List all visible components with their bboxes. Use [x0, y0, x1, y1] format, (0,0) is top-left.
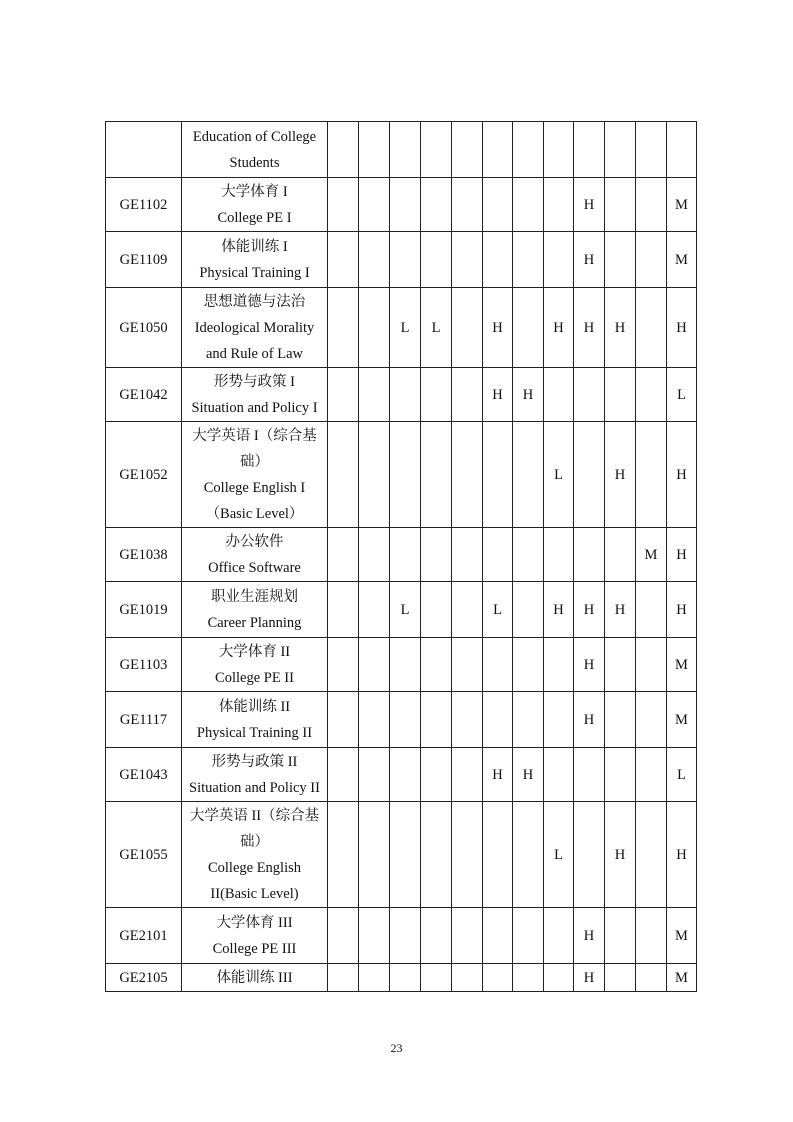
requirement-mark — [574, 422, 605, 528]
requirement-mark — [390, 368, 421, 422]
requirement-mark — [421, 802, 452, 908]
requirement-mark — [359, 582, 390, 638]
requirement-mark — [483, 638, 513, 692]
requirement-mark — [421, 692, 452, 748]
table-row — [106, 368, 697, 422]
requirement-mark — [513, 802, 544, 908]
course-name-line: College English I — [203, 479, 306, 496]
course-name-line: Students — [229, 154, 280, 171]
requirement-mark: H — [667, 422, 697, 528]
course-name-line: College PE III — [212, 940, 297, 957]
course-name-line: 础） — [240, 833, 269, 850]
page-number: 23 — [390, 1041, 403, 1055]
requirement-mark — [636, 122, 667, 178]
requirement-mark — [544, 528, 574, 582]
table-row — [106, 122, 697, 178]
requirement-mark — [359, 908, 390, 964]
requirement-mark — [390, 748, 421, 802]
course-name-line: College PE II — [215, 669, 294, 686]
course-name — [182, 638, 328, 692]
requirement-mark — [359, 232, 390, 288]
requirement-mark: H — [513, 368, 544, 422]
requirement-mark — [513, 692, 544, 748]
requirement-mark — [544, 638, 574, 692]
requirement-mark — [544, 908, 574, 964]
course-name-line: Physical Training I — [199, 264, 310, 281]
requirement-mark: M — [667, 964, 697, 992]
course-name-line: 体能训练 III — [216, 969, 293, 986]
requirement-mark — [452, 422, 483, 528]
course-name — [182, 422, 328, 528]
course-name-line: 职业生涯规划 — [211, 588, 298, 605]
course-code: GE1042 — [106, 368, 182, 422]
requirement-mark — [636, 288, 667, 368]
requirement-mark — [359, 422, 390, 528]
requirement-mark — [390, 908, 421, 964]
requirement-mark: H — [605, 802, 636, 908]
requirement-mark — [605, 232, 636, 288]
requirement-mark — [513, 122, 544, 178]
requirement-mark — [421, 368, 452, 422]
requirement-mark: H — [513, 748, 544, 802]
course-name — [182, 582, 328, 638]
course-name-line: Career Planning — [207, 614, 302, 631]
requirement-mark — [483, 178, 513, 232]
requirement-mark — [390, 422, 421, 528]
requirement-mark — [636, 178, 667, 232]
course-name-line: 大学英语 I（综合基 — [192, 427, 317, 444]
course-name — [182, 908, 328, 964]
requirement-mark — [328, 908, 359, 964]
course-name-line: and Rule of Law — [205, 345, 304, 362]
requirement-mark: L — [483, 582, 513, 638]
requirement-mark — [667, 122, 697, 178]
requirement-mark: H — [483, 748, 513, 802]
requirement-mark — [605, 748, 636, 802]
course-code: GE1019 — [106, 582, 182, 638]
requirement-mark — [452, 802, 483, 908]
course-name-line: College English — [207, 859, 302, 876]
requirement-mark — [390, 964, 421, 992]
requirement-mark: L — [544, 422, 574, 528]
requirement-mark: H — [574, 288, 605, 368]
requirement-mark — [390, 692, 421, 748]
requirement-mark: H — [574, 908, 605, 964]
requirement-mark — [574, 368, 605, 422]
requirement-mark — [421, 908, 452, 964]
requirement-mark — [452, 692, 483, 748]
requirement-mark — [390, 122, 421, 178]
requirement-mark — [483, 964, 513, 992]
requirement-mark — [390, 178, 421, 232]
requirement-mark — [636, 964, 667, 992]
course-name-line: 思想道德与法治 — [203, 293, 306, 310]
requirement-mark — [513, 288, 544, 368]
requirement-mark — [421, 638, 452, 692]
course-name-line: 大学体育 II — [218, 643, 291, 660]
table-row — [106, 748, 697, 802]
requirement-mark — [328, 582, 359, 638]
requirement-mark — [483, 908, 513, 964]
requirement-mark — [605, 528, 636, 582]
requirement-mark — [605, 178, 636, 232]
requirement-mark — [513, 582, 544, 638]
requirement-mark — [359, 288, 390, 368]
course-code: GE1043 — [106, 748, 182, 802]
requirement-mark — [328, 288, 359, 368]
requirement-mark — [636, 232, 667, 288]
requirement-mark — [574, 748, 605, 802]
requirement-mark — [328, 368, 359, 422]
requirement-mark: M — [636, 528, 667, 582]
course-code: GE1102 — [106, 178, 182, 232]
requirement-mark — [452, 582, 483, 638]
requirement-mark: H — [483, 288, 513, 368]
requirement-mark — [574, 802, 605, 908]
requirement-mark — [359, 964, 390, 992]
course-name — [182, 964, 328, 992]
requirement-mark — [421, 582, 452, 638]
requirement-mark — [328, 178, 359, 232]
requirement-mark — [421, 422, 452, 528]
requirement-mark: H — [605, 582, 636, 638]
course-name-line: 大学英语 II（综合基 — [189, 807, 320, 824]
requirement-mark — [359, 802, 390, 908]
requirement-mark — [452, 908, 483, 964]
table-row — [106, 232, 697, 288]
requirement-mark — [452, 368, 483, 422]
course-name-line: II(Basic Level) — [210, 885, 299, 902]
requirement-mark — [359, 638, 390, 692]
course-name — [182, 122, 328, 178]
requirement-mark — [390, 802, 421, 908]
table-row — [106, 528, 697, 582]
requirement-mark — [421, 232, 452, 288]
table-row — [106, 422, 697, 528]
requirement-mark: H — [605, 288, 636, 368]
requirement-mark — [359, 368, 390, 422]
course-code — [106, 122, 182, 178]
requirement-mark: H — [574, 232, 605, 288]
table-row — [106, 582, 697, 638]
table-row — [106, 692, 697, 748]
requirement-mark: M — [667, 692, 697, 748]
requirement-mark: M — [667, 908, 697, 964]
requirement-mark — [544, 748, 574, 802]
course-name-line: Education of College — [192, 128, 317, 145]
requirement-mark — [513, 422, 544, 528]
requirement-mark — [513, 964, 544, 992]
course-name-line: 办公软件 — [225, 533, 284, 550]
requirement-mark — [452, 964, 483, 992]
requirement-mark — [544, 692, 574, 748]
requirement-mark: H — [667, 528, 697, 582]
requirement-mark: L — [667, 368, 697, 422]
requirement-mark: H — [574, 178, 605, 232]
requirement-mark — [483, 802, 513, 908]
requirement-mark: H — [667, 802, 697, 908]
requirement-mark — [544, 232, 574, 288]
requirement-mark — [636, 748, 667, 802]
requirement-mark — [359, 748, 390, 802]
requirement-mark — [452, 288, 483, 368]
table-row — [106, 802, 697, 908]
requirement-mark — [605, 368, 636, 422]
requirement-mark: H — [483, 368, 513, 422]
table-body — [106, 122, 697, 992]
requirement-mark — [390, 638, 421, 692]
requirement-mark — [574, 528, 605, 582]
requirement-mark: H — [605, 422, 636, 528]
table-row — [106, 288, 697, 368]
requirement-mark — [452, 638, 483, 692]
requirement-mark — [421, 964, 452, 992]
requirement-mark: L — [390, 288, 421, 368]
requirement-mark: H — [667, 582, 697, 638]
table-row — [106, 964, 697, 992]
course-code: GE1050 — [106, 288, 182, 368]
course-name — [182, 692, 328, 748]
course-code: GE2101 — [106, 908, 182, 964]
requirement-mark — [483, 528, 513, 582]
requirement-mark — [483, 122, 513, 178]
requirement-mark — [605, 122, 636, 178]
course-name-line: 形势与政策 I — [214, 373, 295, 390]
course-name-line: Situation and Policy II — [189, 779, 320, 796]
requirement-mark — [513, 178, 544, 232]
requirement-mark — [452, 748, 483, 802]
course-name — [182, 528, 328, 582]
table-row — [106, 638, 697, 692]
requirement-mark — [328, 692, 359, 748]
requirement-mark: H — [574, 638, 605, 692]
course-code: GE1055 — [106, 802, 182, 908]
requirement-mark: L — [421, 288, 452, 368]
requirement-mark — [328, 748, 359, 802]
requirement-mark — [636, 582, 667, 638]
requirement-mark — [452, 122, 483, 178]
requirement-mark — [605, 964, 636, 992]
requirement-mark: L — [667, 748, 697, 802]
course-name-line: Physical Training II — [196, 724, 313, 741]
course-name-line: Situation and Policy I — [191, 399, 318, 416]
course-name-line: 础） — [240, 453, 269, 470]
requirement-mark: H — [544, 582, 574, 638]
requirement-mark — [328, 232, 359, 288]
requirement-mark — [328, 638, 359, 692]
requirement-mark: H — [667, 288, 697, 368]
course-name-line: 体能训练 II — [218, 698, 291, 715]
requirement-mark — [421, 122, 452, 178]
requirement-mark — [421, 528, 452, 582]
requirement-mark — [390, 232, 421, 288]
requirement-mark — [513, 908, 544, 964]
requirement-mark: M — [667, 638, 697, 692]
course-name — [182, 178, 328, 232]
requirement-mark — [605, 692, 636, 748]
requirement-mark — [359, 122, 390, 178]
requirement-mark — [513, 232, 544, 288]
requirement-mark — [421, 178, 452, 232]
requirement-mark: H — [574, 582, 605, 638]
requirement-mark — [636, 638, 667, 692]
requirement-mark — [328, 422, 359, 528]
requirement-mark — [452, 528, 483, 582]
requirement-mark — [636, 368, 667, 422]
course-code: GE1038 — [106, 528, 182, 582]
course-name-line: 形势与政策 II — [211, 753, 298, 770]
requirement-mark: H — [574, 964, 605, 992]
requirement-mark — [605, 908, 636, 964]
course-name — [182, 748, 328, 802]
requirement-mark: M — [667, 232, 697, 288]
course-name-line: 大学体育 III — [216, 914, 293, 931]
course-name-line: 大学体育 I — [221, 183, 288, 200]
requirement-mark: H — [544, 288, 574, 368]
requirement-mark: H — [574, 692, 605, 748]
requirement-mark — [636, 422, 667, 528]
requirement-mark — [544, 178, 574, 232]
course-name-line: Office Software — [208, 559, 301, 576]
requirement-mark — [544, 122, 574, 178]
requirement-mark — [452, 232, 483, 288]
course-code: GE1109 — [106, 232, 182, 288]
requirement-mark — [544, 964, 574, 992]
course-code: GE1103 — [106, 638, 182, 692]
requirement-mark — [513, 528, 544, 582]
requirement-mark: M — [667, 178, 697, 232]
requirement-mark — [421, 748, 452, 802]
course-name — [182, 288, 328, 368]
table-row — [106, 908, 697, 964]
requirement-mark — [359, 178, 390, 232]
requirement-mark — [328, 802, 359, 908]
course-name-line: College PE I — [217, 209, 292, 226]
course-name-line: （Basic Level） — [205, 505, 304, 522]
course-name-line: Ideological Morality — [194, 319, 315, 336]
requirement-mark — [359, 528, 390, 582]
course-code: GE1117 — [106, 692, 182, 748]
requirement-mark — [605, 638, 636, 692]
requirement-mark — [636, 908, 667, 964]
course-name — [182, 802, 328, 908]
requirement-mark — [359, 692, 390, 748]
requirement-mark — [328, 964, 359, 992]
requirement-mark — [636, 802, 667, 908]
course-name-line: 体能训练 I — [221, 238, 288, 255]
requirement-mark — [452, 178, 483, 232]
requirement-mark: L — [390, 582, 421, 638]
requirement-mark — [390, 528, 421, 582]
requirement-mark — [513, 638, 544, 692]
requirement-mark — [483, 232, 513, 288]
table-row — [106, 178, 697, 232]
requirement-mark — [328, 528, 359, 582]
course-name — [182, 368, 328, 422]
requirement-mark: L — [544, 802, 574, 908]
requirement-mark — [636, 692, 667, 748]
course-name — [182, 232, 328, 288]
course-matrix-table — [105, 121, 697, 992]
requirement-mark — [483, 692, 513, 748]
course-code: GE1052 — [106, 422, 182, 528]
course-code: GE2105 — [106, 964, 182, 992]
requirement-mark — [328, 122, 359, 178]
requirement-mark — [483, 422, 513, 528]
requirement-mark — [574, 122, 605, 178]
requirement-mark — [544, 368, 574, 422]
